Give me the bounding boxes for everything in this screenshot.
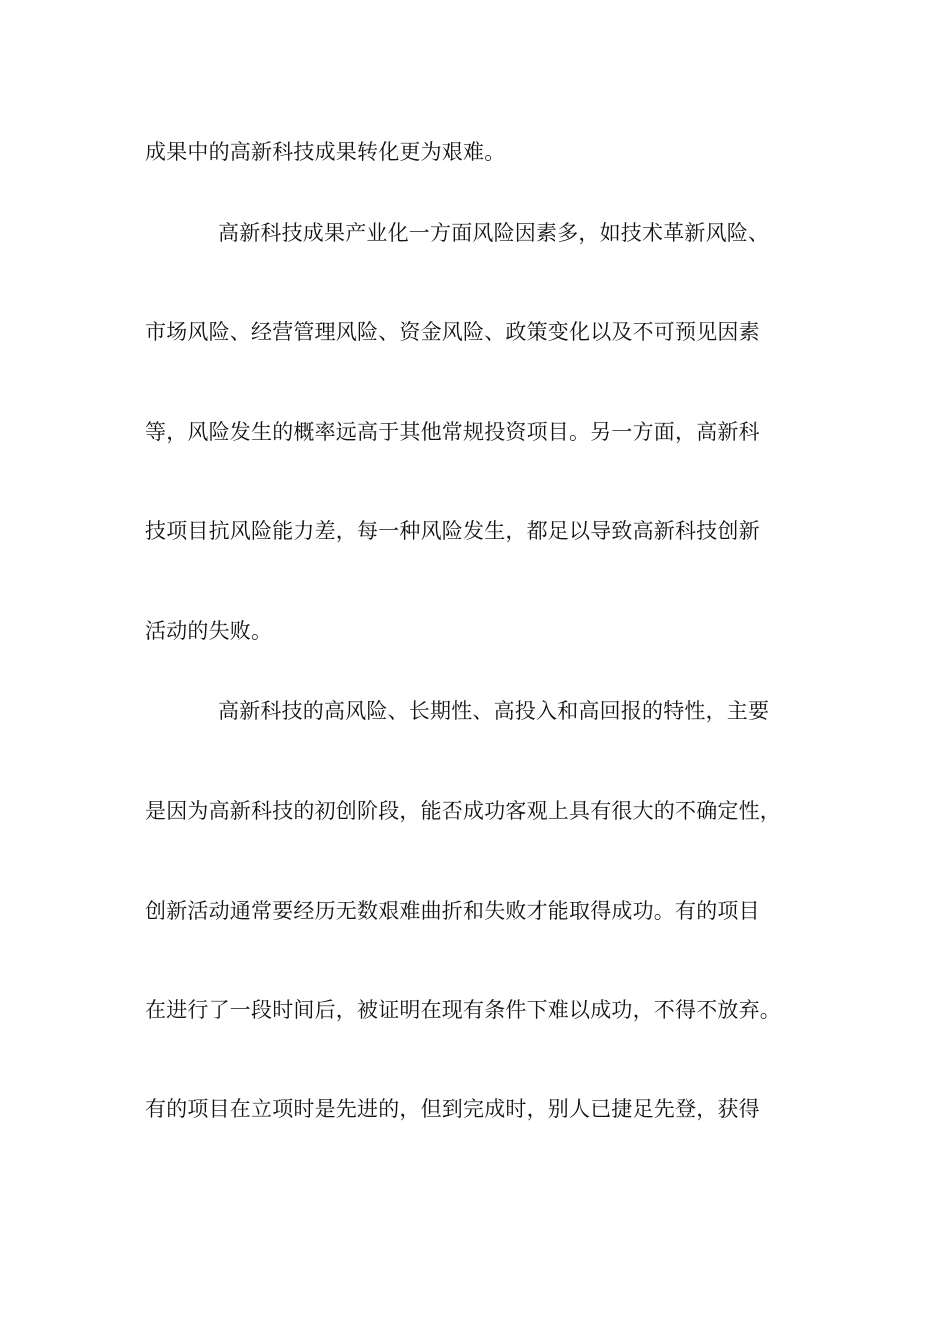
text-line-1: 成果中的高新科技成果转化更为艰难。 [145,140,506,164]
text-line-3: 市场风险、经营管理风险、资金风险、政策变化以及不可预见因素 [145,320,760,344]
text-line-8: 是因为高新科技的初创阶段，能否成功客观上具有很大的不确定性， [145,799,781,823]
text-line-7: 高新科技的高风险、长期性、高投入和高回报的特性，主要 [218,699,770,723]
text-line-11: 有的项目在立项时是先进的，但到完成时，别人已捷足先登，获得 [145,1097,760,1121]
text-line-5: 技项目抗风险能力差，每一种风险发生，都足以导致高新科技创新 [145,519,760,543]
text-line-6: 活动的失败。 [145,619,273,643]
text-line-9: 创新活动通常要经历无数艰难曲折和失败才能取得成功。有的项目 [145,899,760,923]
text-line-10: 在进行了一段时间后，被证明在现有条件下难以成功，不得不放弃。 [145,998,781,1022]
text-line-4: 等，风险发生的概率远高于其他常规投资项目。另一方面，高新科 [145,420,760,444]
text-line-2: 高新科技成果产业化一方面风险因素多，如技术革新风险、 [218,221,770,245]
